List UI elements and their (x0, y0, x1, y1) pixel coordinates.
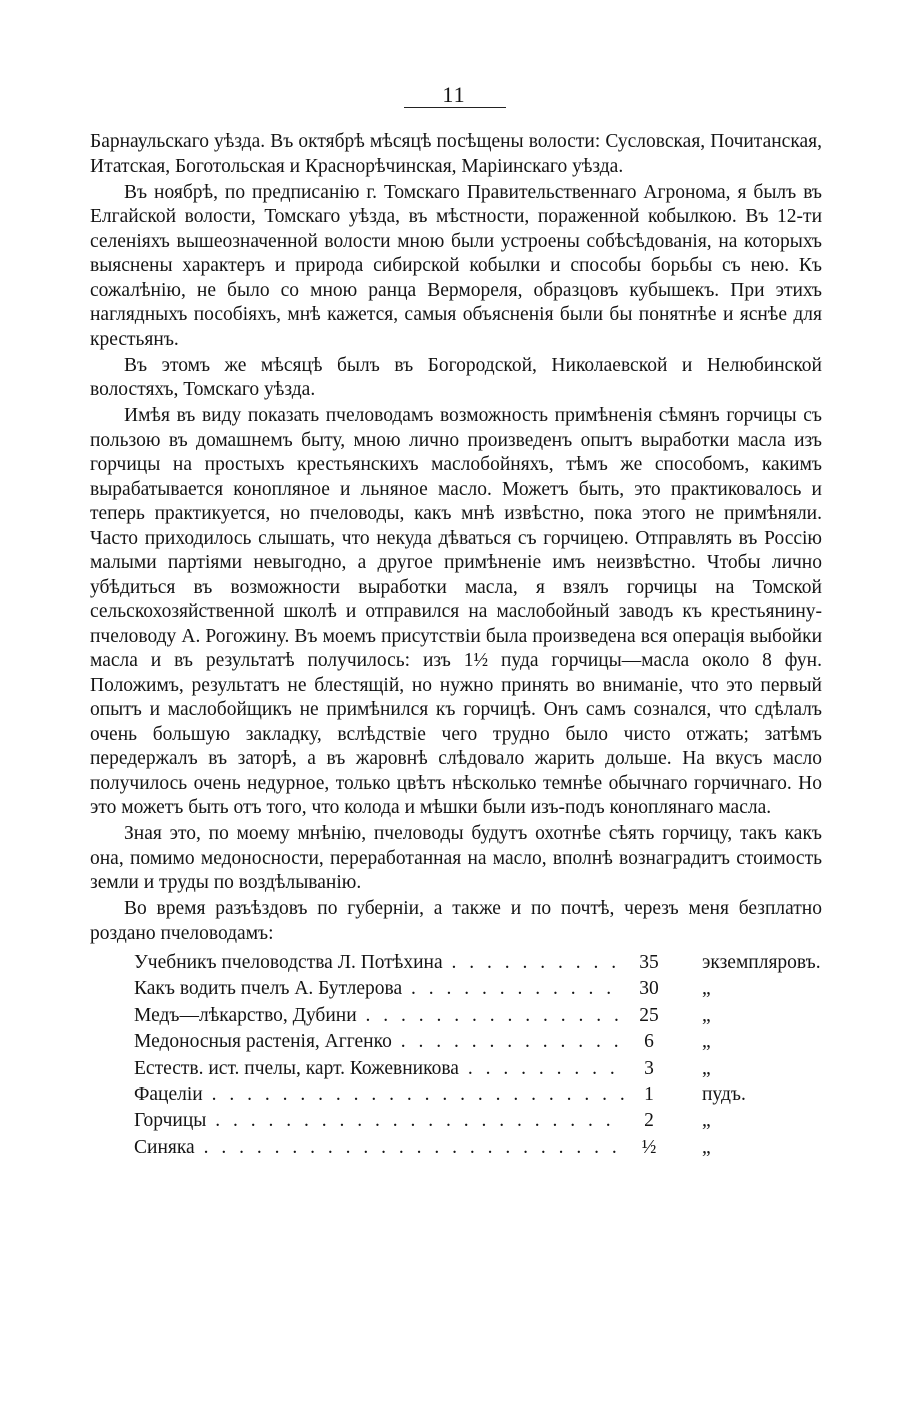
item-title: Медоносныя растенія, Аггенко . . . (134, 1030, 624, 1055)
item-title: Учебникъ пчеловодства Л. Потѣхина . . . (134, 951, 624, 976)
paragraph: Имѣя въ виду показать пчеловодамъ возможность примѣненія сѣмянъ горчицы съ пользою въ домашнемъ быту, мною лично произведенъ опытъ выработки масла изъ горчицы на простыхъ крестьянскихъ маслобойняхъ, тѣмъ же способомъ, какимъ вырабатывается конопляное и льняное масло. Можетъ быть, это практиковалось и теперь практикуется, но пчеловоды, какъ мнѣ извѣстно, пока этого не примѣняли. Часто приходилось слышать, что некуда дѣваться съ горчицею. Отправлять въ Россію малыми партіями невыгодно, а другое примѣненіе имъ неизвѣстно. Чтобы лично убѣдиться въ возможности выработки масла, я взялъ горчицы на Томской сельскохозяйственной школѣ и отправился на маслобойный заводъ къ крестьянину-пчеловоду А. Рогожину. Въ моемъ присутствіи была произведена вся операція выбойки масла и въ результатѣ получилось: изъ 1½ пуда горчицы—масла около 8 фун. Положимъ, результатъ не блестящій, но нужно принять во вниманіе, что это первый опытъ и маслобойщикъ не примѣнился къ горчицѣ. Онъ самъ сознался, что сдѣлалъ очень большую закладку, вслѣдствіе чего трудно было чисто отжать; затѣмъ передержалъ въ заторѣ, а въ жаровнѣ слѣдовало жарить дольше. На вкусъ масло получилось очень недурное, только цвѣтъ нѣсколько темнѣе обычнаго горчичнаго. Но это можетъ быть отъ того, что колода и мѣшки были изъ-подъ коноплянаго масла. (90, 405, 822, 818)
item-quantity: 25 (639, 1004, 659, 1026)
item-unit: экземпляровъ. (702, 952, 821, 973)
list-item (90, 951, 822, 977)
item-quantity: ½ (641, 1136, 657, 1158)
paragraph: Въ ноябрѣ, по предписанію г. Томскаго Правительственнаго Агронома, я былъ въ Елгайской волости, Томскаго уѣзда, въ мѣстности, пораженной кобылкою. Въ 12-ти селеніяхъ вышеозначенной волости мною были устроены собѣсѣдованія, на которыхъ выяснены характеръ и природа сибирской кобылки и способы борьбы съ нею. Къ сожалѣнію, не было со мною ранца Вермореля, образцовъ кубышекъ. При этихъ наглядныхъ пособіяхъ, мнѣ кажется, самыя объясненія были бы понятнѣе и яснѣе для крестьянъ. (90, 181, 822, 350)
item-unit: „ (702, 978, 711, 1000)
paragraph: Барнаульскаго уѣзда. Въ октябрѣ мѣсяцѣ посѣщены волости: Сусловская, Почитанская, Итатская, Боготольская и Краснорѣчинская, Маріинскаго уѣзда. (90, 131, 822, 177)
item-title: Медъ—лѣкарство, Дубини . . . (134, 1004, 624, 1029)
list-item (90, 1136, 822, 1162)
item-unit: „ (702, 1136, 711, 1158)
item-unit: „ (702, 1004, 711, 1026)
list-item (90, 1004, 822, 1030)
item-unit: „ (702, 1031, 711, 1053)
item-unit: „ (702, 1110, 711, 1132)
item-title: Горчицы . . . (134, 1109, 624, 1134)
item-title: Фацеліи . . . (134, 1083, 624, 1108)
item-unit: „ (702, 1057, 711, 1079)
item-title: Естеств. ист. пчелы, карт. Кожевникова . . . (134, 1057, 624, 1082)
page-number-rule (404, 107, 506, 108)
page-number: 11 (442, 82, 466, 107)
item-quantity: 1 (644, 1083, 654, 1105)
list-item (90, 977, 822, 1003)
item-unit: пудъ. (702, 1083, 746, 1105)
item-quantity: 2 (644, 1110, 654, 1132)
distribution-list (90, 951, 822, 1162)
paragraph: Зная это, по моему мнѣнію, пчеловоды будутъ охотнѣе сѣять горчицу, такъ какъ она, помимо медоносности, переработанная на масло, вполнѣ вознаградитъ стоимость земли и труды по воздѣлыванію. (90, 823, 822, 893)
paragraph: Во время разъѣздовъ по губерніи, а также и по почтѣ, черезъ меня безплатно роздано пчеловодамъ: (90, 898, 822, 944)
paragraph: Въ этомъ же мѣсяцѣ былъ въ Богородской, Николаевской и Нелюбинской волостяхъ, Томскаго уѣзда. (90, 354, 822, 400)
item-quantity: 35 (639, 952, 659, 973)
item-title: Какъ водить пчелъ А. Бутлерова . . . (134, 977, 624, 1002)
item-quantity: 30 (639, 978, 659, 1000)
body-text (90, 130, 822, 1162)
list-item (90, 1109, 822, 1135)
item-title: Синяка . . . (134, 1136, 624, 1161)
list-item (90, 1030, 822, 1056)
item-quantity: 3 (644, 1057, 654, 1079)
list-item (90, 1057, 822, 1083)
list-item (90, 1083, 822, 1109)
item-quantity: 6 (644, 1031, 654, 1053)
